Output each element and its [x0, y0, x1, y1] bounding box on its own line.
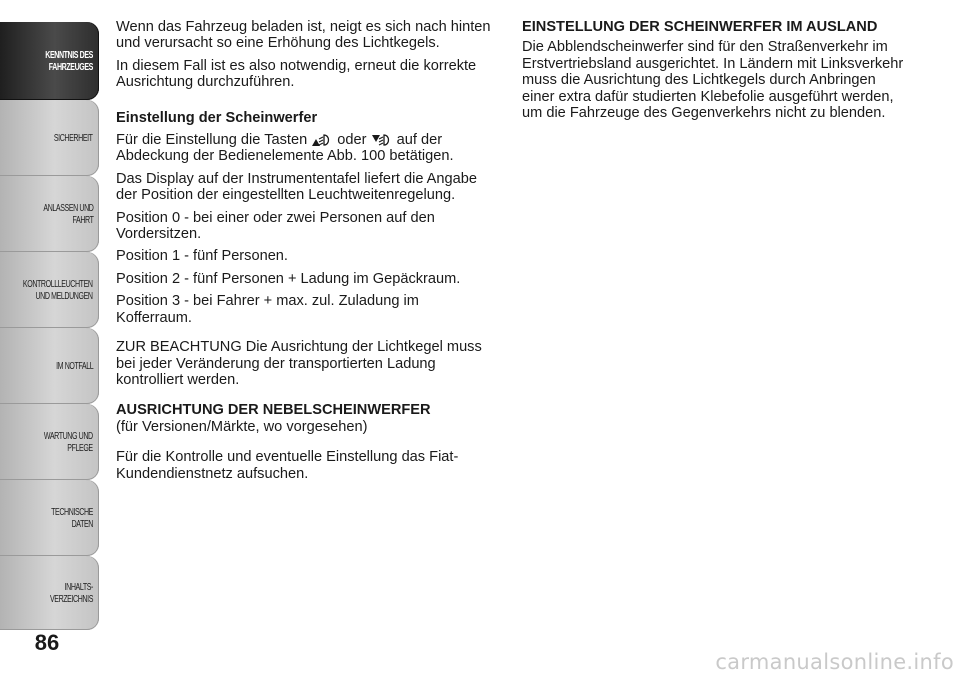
tab-label-line: FAHRT	[71, 214, 93, 226]
display-paragraph: Das Display auf der Instrumententafel liefert die Angabe der Position der eingestellten Leuchtweitenregelung.	[116, 170, 477, 204]
fog-paragraph: Für die Kontrolle und eventuelle Einstellung das Fiat-Kundendienstnetz aufsuchen.	[116, 449, 459, 482]
section-heading: Einstellung der Scheinwerfer	[116, 109, 318, 126]
tab-inhaltsverzeichnis[interactable]	[0, 556, 99, 630]
position-item: Position 3 - bei Fahrer + max. zul. Zuladung im Kofferraum.	[116, 293, 419, 326]
tab-label-line: KENNTNIS DES	[45, 49, 93, 61]
tab-anlassen-und-fahrt[interactable]	[0, 176, 99, 252]
tab-label-line: INHALTS-	[64, 581, 93, 593]
instruction-text-a: Für die Einstellung die Tasten	[116, 132, 312, 149]
page-number: 86	[34, 630, 60, 655]
intro-paragraph: Wenn das Fahrzeug beladen ist, neigt es sich nach hinten und verursacht so eine Erhöhung des Lichtkegels.	[116, 19, 491, 52]
tab-label-line: TECHNISCHE DATEN	[51, 506, 93, 530]
position-item: Position 0 - bei einer oder zwei Personen auf den Vordersitzen.	[116, 209, 435, 243]
tab-label-line: UND MELDUNGEN	[35, 290, 93, 302]
right-column	[522, 19, 912, 127]
tab-label-line: PFLEGE	[67, 442, 93, 454]
instruction-text-c: auf der Abdeckung der Bedienelemente Abb. 100 betätigen.	[116, 132, 454, 165]
tab-label-line: KONTROLLLEUCHTEN	[23, 278, 93, 290]
tab-sicherheit[interactable]	[0, 100, 99, 176]
headlamp-up-icon	[311, 132, 333, 147]
tab-label-line: FAHRZEUGES	[48, 61, 93, 73]
abroad-heading: EINSTELLUNG DER SCHEINWERFER IM AUSLAND	[522, 19, 878, 35]
tab-label-line: VERZEICHNIS	[49, 593, 93, 605]
chapter-sidebar	[0, 0, 100, 678]
tab-im-notfall[interactable]	[0, 328, 99, 404]
watermark: carmanualsonline.info	[715, 650, 954, 674]
tab-technische-daten[interactable]	[0, 480, 99, 556]
intro-paragraph-2: In diesem Fall ist es also notwendig, erneut die korrekte Ausrichtung durchzuführen.	[116, 57, 477, 91]
fog-heading: AUSRICHTUNG DER NEBELSCHEINWERFER	[116, 402, 431, 419]
tab-label-line: SICHERHEIT	[54, 132, 93, 144]
tab-kenntnis-des-fahrzeuges[interactable]	[0, 22, 99, 100]
tab-label-line: ANLASSEN UND	[42, 202, 93, 214]
instruction-text-b: oder	[333, 132, 371, 149]
tab-label-line: WARTUNG UND	[44, 430, 93, 442]
position-item: Position 1 - fünf Personen.	[116, 248, 288, 265]
fog-subheading: (für Versionen/Märkte, wo vorgesehen)	[116, 418, 368, 435]
tab-wartung-und-pflege[interactable]	[0, 404, 99, 480]
left-column	[116, 19, 498, 488]
note-paragraph: ZUR BEACHTUNG Die Ausrichtung der Lichtkegel muss bei jeder Veränderung der transportierten Ladung kontrolliert werden.	[116, 339, 482, 388]
tab-label-line: IM NOTFALL	[55, 360, 93, 372]
position-item: Position 2 - fünf Personen + Ladung im Gepäckraum.	[116, 270, 461, 287]
abroad-paragraph: Die Abblendscheinwerfer sind für den Straßenverkehr im Erstvertriebsland ausgerichtet. In Ländern mit Linksverkehr muss die Ausrichtung des Lichtkegels durch Anbringen einer extra dafür studierten Klebefolie ausgeführt werden, um die Fahrzeuge des Gegenverkehrs nicht zu blenden.	[522, 39, 904, 122]
tab-kontrollleuchten[interactable]	[0, 252, 99, 328]
instruction-paragraph	[116, 132, 498, 165]
headlamp-down-icon	[371, 132, 393, 147]
